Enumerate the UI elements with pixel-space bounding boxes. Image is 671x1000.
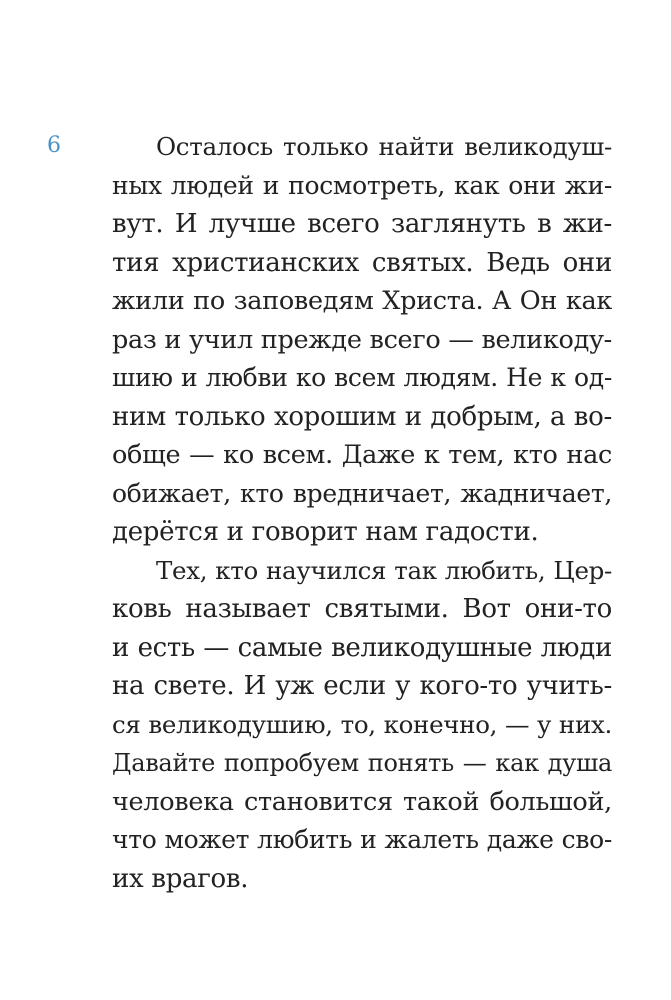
text-line: ных людей и посмотреть, как они жи-: [112, 170, 612, 200]
text-line: их врагов.: [112, 863, 249, 894]
text-line: жили по заповедям Христа. А Он как: [112, 286, 612, 316]
text-line: дерётся и говорит нам гадости.: [112, 517, 539, 547]
text-line: человека становится такой большой,: [112, 786, 612, 817]
text-line: что может любить и жалеть даже сво-: [112, 825, 612, 854]
text-line: обижает, кто вредничает, жадничает,: [112, 478, 612, 508]
text-line: ся великодушию, то, конечно, — у них.: [112, 709, 612, 739]
text-line: вут. И лучше всего заглянуть в жи-: [112, 209, 612, 239]
text-line: ковь называет святыми. Вот они-то: [112, 594, 612, 624]
text-line: на свете. И уж если у кого-то учить-: [112, 671, 612, 701]
text-line: Тех, кто научился так любить, Цер-: [156, 555, 612, 585]
text-line: шию и любви ко всем людям. Не к од-: [112, 363, 612, 392]
text-line: Осталось только найти великодуш-: [156, 132, 612, 161]
text-line: и есть — самые великодушные люди: [112, 632, 612, 663]
text-line: ним только хорошим и добрым, а во-: [112, 401, 612, 432]
text-line: Давайте попробуем понять — как душа: [112, 749, 612, 777]
text-line: раз и учил прежде всего — великоду-: [112, 324, 612, 355]
body-text: [112, 128, 612, 898]
text-line: тия христианских святых. Ведь они: [112, 247, 612, 278]
page-number: 6: [47, 133, 61, 158]
text-line: обще — ко всем. Даже к тем, кто нас: [112, 440, 612, 470]
